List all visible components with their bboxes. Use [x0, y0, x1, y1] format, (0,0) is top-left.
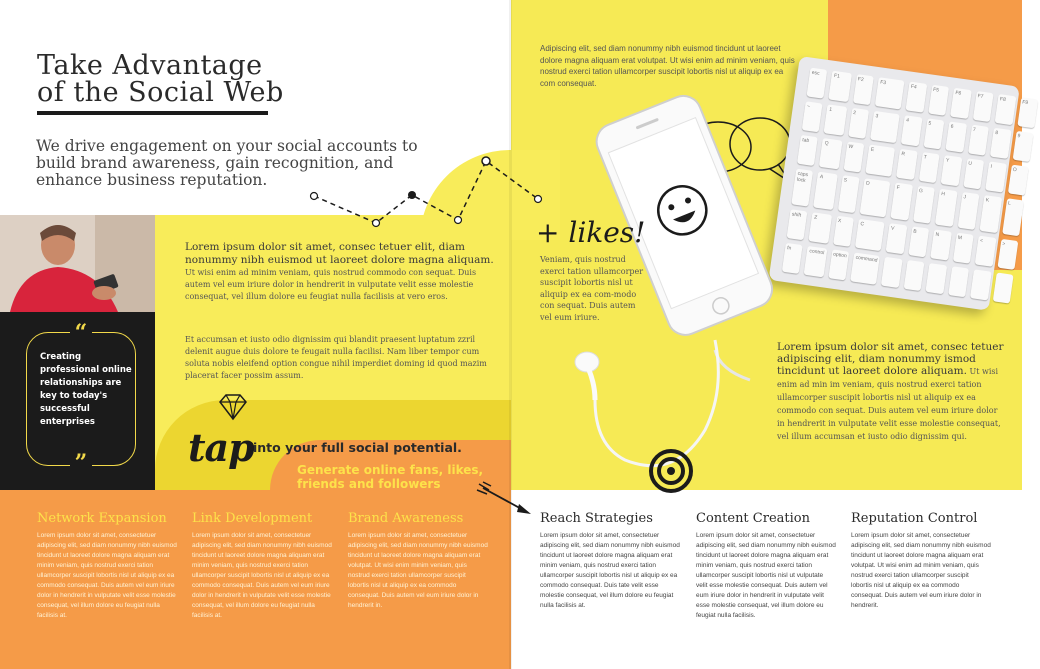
- keyboard-key: control: [804, 246, 827, 278]
- keyboard-key: command: [850, 252, 880, 284]
- keyboard-key: H: [935, 189, 957, 226]
- keyboard-key: Y: [941, 155, 962, 186]
- keyboard-key: K: [979, 196, 1001, 233]
- keyboard-key: B: [908, 226, 929, 257]
- column-text: Lorem ipsum dolor sit amet, consectetuer adipiscing elit, sed diam nonummy nibh euismod tincidunt ut laoreet dolore magna aliquam erat volutpat. Ut wisi enim minim veniam, quis nostrud exerci tation ullamcorper suscipit lobortis nisl ut aliquip ex ea commodo consequat. Duis autem vel eum iriure dolor in hendrerit in.: [348, 532, 488, 609]
- column-network-expansion: [37, 511, 177, 621]
- column-title: Reputation Control: [851, 511, 978, 526]
- person-photo-icon: [0, 215, 155, 312]
- column-text: Lorem ipsum dolor sit amet, consectetuer adipiscing elit, sed diam nonummy nibh euismod tincidunt ut laoreet dolore magna aliquam erat minim veniam, quis nostrud exerci tation ullamcorper suscipit lobortis nisl ut aliquip ex ea commodo consequat. Duis tate velit esse molestie consequat, vel illum dolore eu feugiat nulla facilisis at.: [540, 532, 680, 609]
- keyboard-key: V: [886, 223, 907, 254]
- title-line-2: of the Social Web: [37, 77, 284, 108]
- keyboard-key: F1: [829, 71, 852, 103]
- page-spine: [509, 0, 512, 669]
- column-link-development: [192, 511, 332, 621]
- keyboard-key: Z: [809, 212, 832, 244]
- right-bold: Lorem ipsum dolor sit amet, consec tetuer adipiscing elit, diam nonummy ismod tincidunt ut laoreet dolore aliquam.: [777, 341, 1004, 377]
- keyboard-key: F8: [995, 94, 1016, 125]
- keyboard-key: D: [860, 179, 891, 217]
- keyboard-key: L: [1002, 199, 1024, 236]
- keyboard-key: caps lock: [791, 169, 813, 206]
- column-reputation-control: [851, 511, 991, 611]
- keyboard-key: G: [913, 186, 935, 223]
- keyboard-key: T: [918, 152, 939, 183]
- column-title: Link Development: [192, 511, 313, 526]
- keyboard-key: E: [865, 145, 895, 177]
- keyboard-key: Q: [819, 138, 842, 170]
- right-rest: Ut wisi enim ad min im veniam, quis nostrud exerci tation ullamcorper suscipit lobortis nisl ut aliquip ex ea commodo con sequat. Duis autem vel eum iriure dolor in hendrerit in vulputate velit esse molestie consequat, vel illum accumsan et iusto odio dignissim qui.: [777, 367, 1001, 441]
- keyboard-key: F7: [972, 91, 993, 122]
- keyboard-key: F2: [852, 74, 874, 105]
- top-right-paragraph: Adipiscing elit, sed diam nonummy nibh euismod tincidunt ut laoreet dolore magna aliquam erat volutpat. Ut wisi enim ad minim veniam, quis nostrud exerci tation ullamcorper suscipit lobortis nisl ut aliquip ex ea com consequat.: [540, 44, 795, 88]
- diamond-icon: [216, 392, 250, 422]
- column-text: Lorem ipsum dolor sit amet, consectetuer adipiscing elit, sed diam nonummy nibh euismod tincidunt ut laoreet dolore magna aliquam erat minim veniam, quis nostrud exerci tation ullamcorper suscipit lobortis nisl ut aliquip ex ea commodo consequat. Duis autem vel eum iriure dolor in hendrerit in vulputate velit esse molestie consequat, vel illum dolore eu feugiat nulla facilisis at.: [37, 532, 177, 619]
- keyboard-key: ~: [802, 101, 823, 132]
- target-icon: [648, 448, 694, 494]
- keyboard-key: 5: [923, 118, 944, 149]
- keyboard-key: F9: [1017, 97, 1038, 128]
- keyboard-key: [970, 269, 991, 300]
- keyboard-key: 3: [870, 111, 900, 143]
- keyboard-key: 1: [824, 105, 847, 137]
- keyboard-key: F: [890, 183, 912, 220]
- column-brand-awareness: [348, 511, 488, 611]
- keyboard-key: 8: [990, 128, 1011, 159]
- keyboard-key: N: [930, 229, 951, 260]
- right-paragraph: [777, 341, 1005, 443]
- keyboard-key: I: [985, 162, 1006, 193]
- quote-text: Creating professional online relationships are key to today's successful enterprises: [40, 352, 132, 427]
- keyboard-key: 4: [901, 115, 922, 146]
- keyboard-key: F3: [875, 77, 905, 109]
- keyboard-key: X: [833, 215, 855, 246]
- keyboard-key: tab: [797, 135, 818, 166]
- quote-close-mark: ”: [70, 452, 92, 468]
- person-phone-photo: [0, 215, 155, 312]
- column-text: Lorem ipsum dolor sit amet, consectetuer adipiscing elit, sed diam nonummy nibh euismod tincidunt ut laoreet dolore magna aliquam erat minim veniam, quis nostrud exerci tation ullamcorper suscipit lobortis nisl ut aliquip ex ea commodo consequat. Duis autem vel eum iriure dolor in hendrerit in vulputate velit esse molestie consequat, vel illum dolore eu feugiat nulla facilisis at.: [192, 532, 332, 619]
- generate-heading: Generate online fans, likes, friends and followers: [297, 463, 484, 491]
- title-underline: [37, 111, 268, 115]
- keyboard-key: 2: [848, 108, 870, 139]
- keyboard-key: shift: [787, 209, 808, 240]
- lead-rest: Ut wisi enim ad minim veniam, quis nostrud commodo con sequat. Duis autem vel eum iriure dolor in hendrerit in vulputate velit esse molestie consequat, vel illum dolore eu feugiat nulla facilisis at vero eros.: [185, 268, 477, 301]
- keyboard-key: >: [997, 238, 1018, 269]
- keyboard-key: 9: [1012, 131, 1033, 162]
- keyboard-key: 7: [968, 125, 989, 156]
- keyboard-key: F4: [906, 82, 927, 113]
- keyboard-key: [881, 257, 902, 288]
- quote-open-mark: “: [70, 322, 92, 338]
- keyboard-key: S: [837, 176, 859, 213]
- lead-bold: Lorem ipsum dolor sit amet, consec tetuer elit, diam nonummy nibh euismod ut laoreet dolore magna aliquam.: [185, 241, 494, 266]
- keyboard-key: W: [843, 142, 865, 173]
- keyboard-key: A: [814, 172, 838, 209]
- keyboard-key: esc: [806, 68, 827, 99]
- keyboard-key: option: [828, 249, 850, 280]
- veniam-paragraph: Veniam, quis nostrud exerci tation ullamcorper suscipit lobortis nisl ut aliquip ex ea com-modo con sequat. Duis autem vel eum iriure.: [540, 255, 644, 322]
- keyboard-key: J: [957, 192, 979, 229]
- lead-paragraph: [185, 241, 495, 303]
- column-content-creation: [696, 511, 836, 621]
- keyboard-key: [948, 266, 969, 297]
- column-title: Reach Strategies: [540, 511, 653, 526]
- likes-doodle: + likes!: [536, 216, 646, 249]
- keyboard-key: F6: [950, 88, 971, 119]
- column-title: Network Expansion: [37, 511, 167, 526]
- keyboard-key: O: [1007, 165, 1028, 196]
- tap-tagline: into your full social potential.: [253, 440, 462, 455]
- keyboard-key: fn: [782, 243, 803, 274]
- keyboard-key: <: [975, 235, 996, 266]
- column-title: Brand Awareness: [348, 511, 464, 526]
- keyboard-key: 6: [945, 122, 966, 153]
- keyboard-key: F5: [928, 85, 949, 116]
- dashed-graph-icon: [300, 150, 560, 240]
- column-reach-strategies: [540, 511, 680, 611]
- column-text: Lorem ipsum dolor sit amet, consectetuer adipiscing elit, sed diam nonummy nibh euismod tincidunt ut laoreet dolore magna aliquam erat minim veniam, quis nostrud exerci tation ullamcorper suscipit lobortis nisl ut vulputate velit esse molestie consequat. Duis autem vel eum iriure dolor in hendrerit in vulputate velit esse molestie consequat, vel illum dolore eu feugiat nulla facilisis.: [696, 532, 836, 619]
- column-title: Content Creation: [696, 511, 810, 526]
- keyboard-image: [769, 56, 1029, 311]
- keyboard-keys: [782, 68, 1038, 304]
- page-title: [37, 52, 337, 106]
- keyboard-key: M: [952, 232, 973, 263]
- second-paragraph: Et accumsan et iusto odio dignissim qui blandit praesent luptatum zzril delenit augue duis dolore te feugait nulla facilisi. Nam liber tempor cum soluta nobis eleifend option congue nihil imperdiet doming id quod mazim placerat facer possim assum.: [185, 335, 487, 380]
- keyboard-key: R: [896, 149, 917, 180]
- keyboard-key: [903, 260, 924, 291]
- column-text: Lorem ipsum dolor sit amet, consectetuer adipiscing elit, sed diam nonummy nibh euismod tincidunt ut laoreet dolore magna aliquam erat volutpat. Ut wisi enim ad minim veniam, quis nostrud exerci tation ullamcorper suscipit lobortis nisl ut aliquip ex ea commodo consequat. Duis autem vel eum iriure dolor in hendrerit.: [851, 532, 991, 609]
- title-line-1: Take Advantage: [37, 50, 263, 81]
- keyboard-key: C: [855, 218, 885, 250]
- keyboard-key: [925, 263, 946, 294]
- tap-word: tap: [188, 425, 254, 470]
- keyboard-key: U: [963, 159, 984, 190]
- intro-text: We drive engagement on your social accounts to build brand awareness, gain recognition, and enhance business reputation.: [36, 137, 418, 189]
